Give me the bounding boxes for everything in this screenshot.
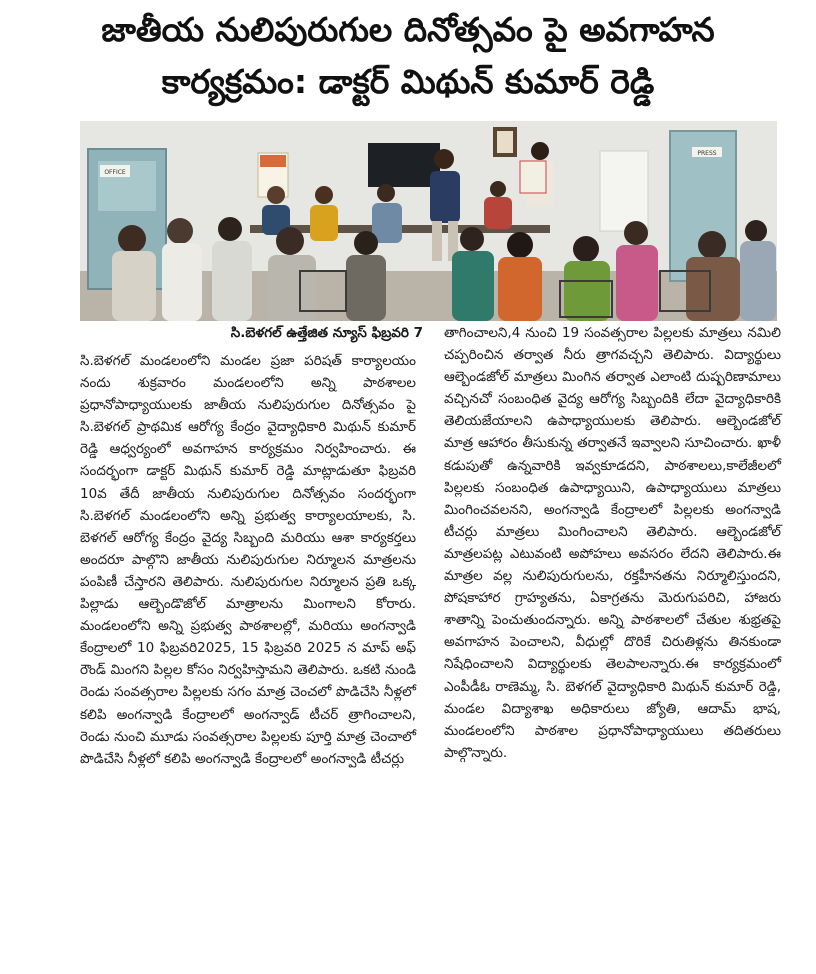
article-left-text: సి.బెళగల్ మండలంలోని మండల ప్రజా పరిషత్ కార్యాలయం నందు శుక్రవారం మండలంలోని అన్ని పాఠశాలల ప్రధానోపాధ్యాయులకు జాతీయ నులిపురుగుల దినోత్సవం పై సి.బెళగల్ ప్రాథమిక ఆరోగ్య కేంద్రం వైద్యాధికారి మిథున్ కుమార్ రెడ్డి ఆధ్వర్యంలో అవగాహన కార్యక్రమం నిర్వహించారు. ఈ సందర్భంగా డాక్టర్ మిథున్ కుమార్ రెడ్డి మాట్లాడుతూ ఫిబ్రవరి 10వ తేదీ జాతీయ నులిపురుగుల దినోత్సవం సందర్భంగా సి.బెళగల్ మండలంలోని అన్ని ప్రభుత్వ కార్యాలయాలకు, సి. బెళగల్ ఆరోగ్య కేంద్రం వైద్య సిబ్బంది మరియు ఆశా కార్యకర్తలు అందరూ పాల్గొని జాతీయ నులిపురుగుల నిర్మూలన మాత్రలను పంపిణీ చేస్తారని తెలిపారు. నులిపురుగుల నిర్మూలన ప్రతి ఒక్క పిల్లాడు ఆల్బెండొజోల్ మాత్రాలను మింగాలని కోరారు. మండలంలోని అన్ని ప్రభుత్వ పాఠశాలల్లో, మరియు అంగన్వాడి కేంద్రాలలో 10 ఫిబ్రవరి2025, 15 ఫిబ్రవరి 2025 న మాప్ అఫ్ రౌండ్ మింగని పిల్లల కోసం నిర్వహిస్తామని తెలిపారు. ఒకటి నుండి రెండు సంవత్సరాల పిల్లలకు సగం మాత్ర చెంచలో పొడిచేసి నీళ్లలో కలిపి అంగన్వాడి కేంద్రాలలో అంగన్వాడ్ టీచర్ త్రాగించాలని, రెండు నుంచి మూడు సంవత్సరాల పిల్లలకు పూర్తి మాత్ర చెంచాలో పొడిచేసి నీళ్లలో కలిపి అంగన్వాడి కేంద్రాలలో అంగన్వాడి టీచర్లు (80, 353, 416, 767)
article-right-column (444, 322, 781, 764)
event-photo (80, 121, 777, 321)
event-photo-illustration (80, 121, 777, 321)
office-sign: OFFICE (104, 169, 126, 176)
headline-line-2: కార్యక్రమం: డాక్టర్ మిథున్ కుమార్ రెడ్డి (161, 62, 655, 101)
press-sign: PRESS (697, 150, 717, 157)
dateline: సి.బెళగల్ ఉత్తేజిత న్యూస్ ఫిబ్రవరి 7 (230, 325, 423, 341)
headline (0, 4, 816, 108)
article-right-text: తాగించాలని,4 నుంచి 19 సంవత్సరాల పిల్లలకు మాత్రలు నమిలి చప్పరించిన తర్వాత నీరు త్రాగవచ్చని తెలిపారు. విద్యార్థులు ఆల్బెండజోల్ మాత్రలు మింగిన తర్వాత ఎలాంటి దుష్పరిణామాలు వచ్చినచో సంబంధిత వైద్య ఆరోగ్య సిబ్బందికి లేదా వైద్యాధికారికి తెలియజేయాలని ఉపాధ్యాయులకు తెలిపారు. ఆల్బెండజోల్ మాత్ర ఆహారం తీసుకున్న తర్వాతనే ఇవ్వాలని సూచించారు. ఖాళీ కడుపుతో ఉన్నవారికి ఇవ్వకూడదని, పాఠశాలలు,కాలేజీలలో పిల్లలకు సంబంధిత ఉపాధ్యాయిని, ఉపాధ్యాయులు మాత్రలు మింగించవలనని, అంగన్వాడి కేంద్రాలలో పిల్లలకు అంగన్వాడి టీచర్లు మాత్రలు మింగించాలని తెలిపారు. ఆల్బెండజోల్ మాత్రలపట్ల ఎటువంటి అపోహలు అవసరం లేదని తెలిపారు.ఈ మాత్రల వల్ల నులిపురుగులను, రక్తహీనతను నిర్మూలిస్తుందని, పోషకాహార గ్రాహ్యతను, ఏకాగ్రతను మెరుగుపరిచి, హాజరు శాతాన్ని పెంచుతుందన్నారు. అన్ని పాఠశాలలో చేతుల శుభ్రతపై అవగాహన పెంచాలని, వీధుల్లో దొరికే చిరుతిళ్లను తినకుండా నిషేధించాలని విద్యార్థులకు తెలపాలన్నారు.ఈ కార్యక్రమంలో ఎంపీడీఓ రాణెమ్మ, సి. బెళగల్ వైద్యాధికారి మిథున్ కుమార్ రెడ్డి, మండల విద్యాశాఖ అధికారులు జ్యోతి, ఆదామ్ భాష, మండలంలోని పాఠశాల ప్రధానోపాధ్యాయులు తదితరులు పాల్గొన్నారు. (444, 325, 781, 761)
headline-line-1: జాతీయ నులిపురుగుల దినోత్సవం పై అవగాహన (101, 10, 715, 49)
article-left-column (80, 350, 416, 770)
